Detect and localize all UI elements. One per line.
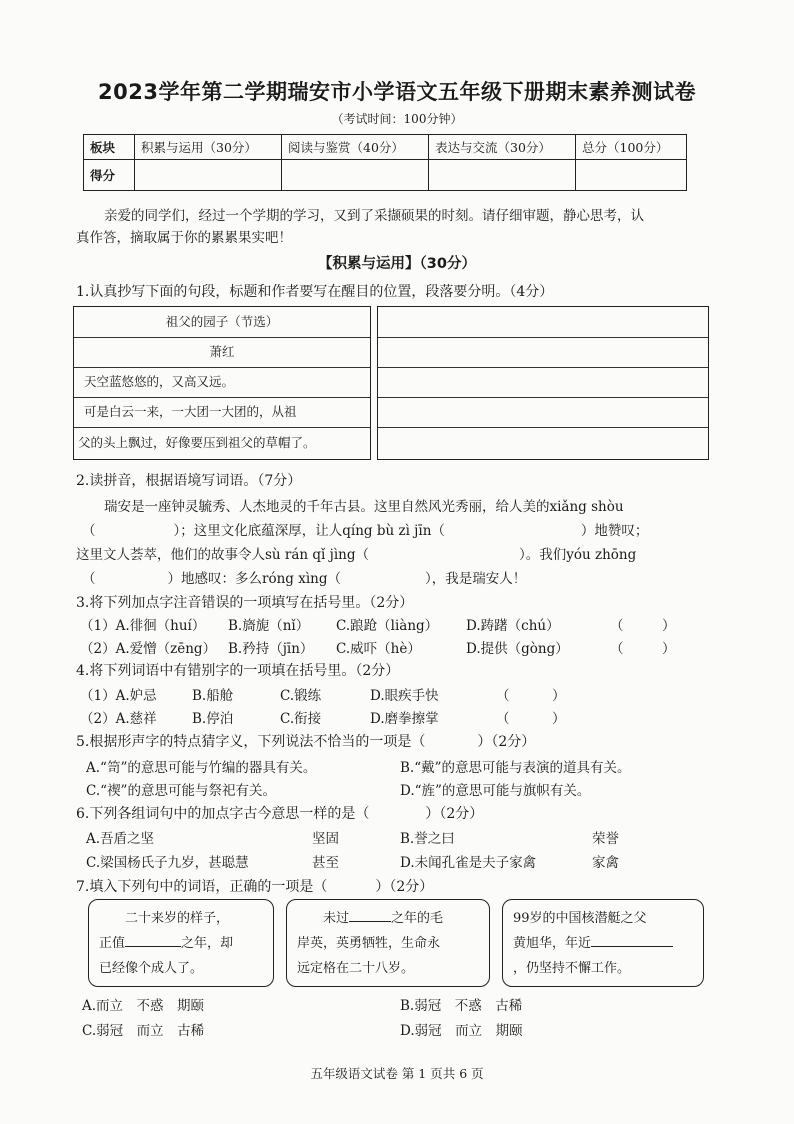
q4-option-2b: B.停泊 bbox=[192, 711, 234, 727]
q5-option-d: D.“旌”的意思可能与旗帜有关。 bbox=[400, 783, 591, 799]
q7-box2-line bbox=[297, 906, 479, 931]
q7-context-box-1 bbox=[88, 899, 274, 987]
q2-paren-open: （ bbox=[82, 523, 96, 539]
q2-text: ）地赞叹； bbox=[580, 523, 649, 539]
q7-box2-text: 未过 bbox=[323, 911, 350, 926]
q7-box1-line: 已经像个成人了。 bbox=[99, 961, 204, 976]
q2-paren-open: （ bbox=[431, 523, 445, 539]
q6-option-b: B.誉之曰 bbox=[400, 831, 455, 847]
q5-prompt-text: 5.根据形声字的特点猜字义，下列说法不恰当的一项是（ bbox=[76, 734, 426, 750]
q2-prompt: 2.读拼音，根据语境写词语。（7分） bbox=[76, 473, 302, 489]
score-cell-section: 板块 bbox=[84, 135, 135, 160]
score-input-expression[interactable] bbox=[429, 160, 576, 191]
q7-box3-blank[interactable] bbox=[591, 946, 673, 947]
q6-option-d-modern: 家禽 bbox=[592, 855, 619, 871]
q3-answer-1-open[interactable]: （ bbox=[610, 618, 624, 634]
score-table-score-row bbox=[84, 160, 687, 191]
q5-option-b: B.“戴”的意思可能与表演的道具有关。 bbox=[400, 760, 631, 776]
q6-option-d: D.未闻孔雀是夫子家禽 bbox=[400, 855, 537, 871]
q4-answer-1-open[interactable]: （ bbox=[496, 688, 510, 704]
q1-prompt: 1.认真抄写下面的句段，标题和作者要写在醒目的位置，段落要分明。（4分） bbox=[76, 284, 554, 300]
q7-box1-blank[interactable] bbox=[125, 946, 181, 947]
q2-text: ）。我们 bbox=[519, 547, 567, 563]
q4-option-2c: C.衔接 bbox=[280, 711, 322, 727]
q7-box3-line: ，仍坚持不懈工作。 bbox=[513, 961, 631, 976]
q3-answer-1-close: ） bbox=[662, 618, 676, 634]
q2-text: ）地感叹：多么 bbox=[167, 571, 262, 587]
q4-answer-2-open[interactable]: （ bbox=[496, 711, 510, 727]
q4-option-2d: D.磨拳擦掌 bbox=[370, 711, 439, 727]
intro-line-1: 亲爱的同学们，经过一个学期的学习，又到了采撷硕果的时刻。请仔细审题，静心思考，认 bbox=[104, 208, 644, 224]
q1-answer-box[interactable] bbox=[377, 306, 709, 460]
q3-option-1b: B.旖旎（nǐ） bbox=[228, 618, 310, 634]
q2-text: 这里文人荟萃，他们的故事令人 bbox=[76, 547, 265, 563]
q6-option-c-modern: 甚至 bbox=[312, 855, 339, 871]
q7-prompt-points: ）（2分） bbox=[375, 879, 434, 895]
q1-answer-line[interactable] bbox=[378, 367, 708, 368]
q2-text: 瑞安是一座钟灵毓秀、人杰地灵的千年古县。这里自然风光秀丽，给人美的 bbox=[104, 499, 550, 515]
q4-option-1a: （1）A.妒忌 bbox=[80, 688, 157, 704]
q5-option-c: C.“禊”的意思可能与祭祀有关。 bbox=[86, 783, 276, 799]
q2-line-1 bbox=[104, 495, 624, 515]
q3-option-2d: D.提供（gòng） bbox=[466, 641, 569, 657]
q7-box2-line: 岸英，英勇牺牲，生命永 bbox=[297, 936, 441, 951]
q7-option-b: B.弱冠 不惑 古稀 bbox=[400, 998, 523, 1014]
q1-source-title: 祖父的园子（节选） bbox=[74, 307, 370, 338]
q5-option-a: A.“笥”的意思可能与竹编的器具有关。 bbox=[86, 760, 317, 776]
q1-answer-line[interactable] bbox=[378, 427, 708, 428]
q7-option-c: C.弱冠 而立 古稀 bbox=[82, 1023, 205, 1039]
q7-box3-line bbox=[513, 931, 693, 956]
page-title: 2023学年第二学期瑞安市小学语文五年级下册期末素养测试卷 bbox=[98, 80, 696, 104]
score-cell-total: 总分（100分） bbox=[576, 135, 687, 160]
score-table bbox=[83, 134, 687, 191]
q3-option-1c: C.踉跄（liàng） bbox=[336, 618, 439, 634]
q1-answer-line[interactable] bbox=[378, 337, 708, 338]
exam-duration: （考试时间：100分钟） bbox=[331, 112, 463, 126]
score-cell-label: 得分 bbox=[84, 160, 135, 191]
score-table-header-row bbox=[84, 135, 687, 160]
q2-text: ）；这里文化底蕴深厚，让人 bbox=[173, 523, 343, 539]
score-cell-expression: 表达与交流（30分） bbox=[429, 135, 576, 160]
score-cell-reading: 阅读与鉴赏（40分） bbox=[282, 135, 429, 160]
q3-answer-2-open[interactable]: （ bbox=[610, 641, 624, 657]
q2-pinyin-2: qíng bù zì jīn bbox=[342, 523, 432, 539]
q7-prompt bbox=[76, 876, 433, 896]
q2-paren-open: （ bbox=[82, 571, 96, 587]
q1-source-line-1: 天空蓝悠悠的，又高又远。 bbox=[74, 367, 370, 398]
q7-box1-line bbox=[99, 931, 263, 956]
q2-pinyin-1: xiǎng shòu bbox=[549, 499, 624, 515]
q7-box1-line: 二十来岁的样子， bbox=[125, 911, 230, 926]
q6-prompt-text: 6.下列各组词句中的加点字古今意思一样的是（ bbox=[76, 806, 370, 822]
q4-answer-1-close: ） bbox=[552, 688, 566, 704]
q2-pinyin-3: sù rán qǐ jìng bbox=[265, 547, 356, 563]
q7-box2-text: 之年的毛 bbox=[391, 911, 444, 926]
q7-option-d: D.弱冠 而立 期颐 bbox=[400, 1023, 523, 1039]
q1-source-author: 萧红 bbox=[74, 337, 370, 368]
q6-option-a-modern: 坚固 bbox=[312, 831, 339, 847]
q7-context-box-3 bbox=[502, 899, 704, 987]
q2-paren-open: （ bbox=[327, 571, 341, 587]
q3-option-1a: （1）A.徘徊（huí） bbox=[80, 618, 206, 634]
score-input-accumulation[interactable] bbox=[135, 160, 282, 191]
q4-prompt: 4.将下列词语中有错别字的一项填在括号里。（2分） bbox=[76, 663, 400, 679]
q2-text: ），我是瑞安人！ bbox=[424, 571, 527, 587]
q7-box1-text: 正值 bbox=[99, 936, 126, 951]
q4-option-1d: D.眼疾手快 bbox=[370, 688, 439, 704]
section-heading: 【积累与运用】（30分） bbox=[318, 256, 476, 272]
q4-option-1c: C.锻练 bbox=[280, 688, 322, 704]
q2-pinyin-4: yóu zhōng bbox=[566, 547, 637, 563]
q4-option-1b: B.船舱 bbox=[192, 688, 234, 704]
q6-prompt-points: ）（2分） bbox=[425, 806, 484, 822]
q1-source-box bbox=[73, 306, 371, 460]
q3-option-2c: C.威吓（hè） bbox=[336, 641, 421, 657]
q5-prompt bbox=[76, 731, 535, 751]
q7-prompt-text: 7.填入下列句中的词语，正确的一项是（ bbox=[76, 879, 328, 895]
q7-option-a: A.而立 不惑 期颐 bbox=[82, 998, 205, 1014]
q2-line-2 bbox=[82, 519, 648, 539]
q7-box3-line: 99岁的中国核潜艇之父 bbox=[513, 911, 647, 926]
q6-option-a: A.吾盾之坚 bbox=[86, 831, 155, 847]
score-input-reading[interactable] bbox=[282, 160, 429, 191]
q4-option-2a: （2）A.慈祥 bbox=[80, 711, 157, 727]
q1-source-line-2: 可是白云一来，一大团一大团的，从祖 bbox=[74, 397, 370, 428]
intro-line-2: 真作答，摘取属于你的累累果实吧！ bbox=[76, 230, 292, 246]
q6-option-c: C.梁国杨氏子九岁，甚聪慧 bbox=[86, 855, 249, 871]
q2-pinyin-5: róng xìng bbox=[262, 571, 328, 587]
q3-prompt: 3.将下列加点字注音错误的一项填写在括号里。（2分） bbox=[76, 595, 414, 611]
q2-line-4 bbox=[82, 567, 526, 587]
q6-prompt bbox=[76, 803, 483, 823]
q6-option-b-modern: 荣誉 bbox=[592, 831, 619, 847]
q2-line-3 bbox=[76, 543, 636, 563]
q3-answer-2-close: ） bbox=[662, 641, 676, 657]
q4-answer-2-close: ） bbox=[552, 711, 566, 727]
q5-prompt-points: ）（2分） bbox=[477, 734, 536, 750]
q7-box3-text: 黄旭华，年近 bbox=[513, 936, 592, 951]
q3-option-2b: B.矜持（jīn） bbox=[228, 641, 314, 657]
q2-paren-open: （ bbox=[355, 547, 369, 563]
score-input-total[interactable] bbox=[576, 160, 687, 191]
score-cell-accumulation: 积累与运用（30分） bbox=[135, 135, 282, 160]
q7-box2-blank[interactable] bbox=[349, 921, 391, 922]
q7-box1-text: 之年，却 bbox=[181, 936, 234, 951]
q1-answer-line[interactable] bbox=[378, 397, 708, 398]
q7-context-box-2 bbox=[286, 899, 490, 987]
q1-source-line-3: 父的头上飘过，好像要压到祖父的草帽了。 bbox=[78, 435, 316, 450]
q3-option-1d: D.踌躇（chú） bbox=[466, 618, 560, 634]
q3-option-2a: （2）A.爱憎（zēng） bbox=[80, 641, 217, 657]
page-footer: 五年级语文试卷 第 1 页共 6 页 bbox=[310, 1066, 484, 1081]
q7-box2-line: 远定格在二十八岁。 bbox=[297, 961, 415, 976]
